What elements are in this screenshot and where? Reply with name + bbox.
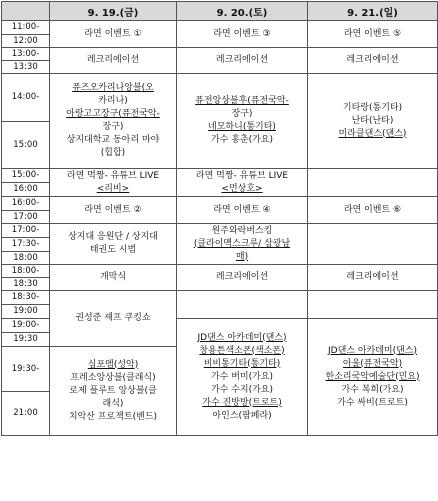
event-cell: 라면 이벤트 ①	[50, 21, 177, 48]
time-cell: 19:00-	[2, 319, 50, 333]
time-cell: 18:00-	[2, 265, 50, 278]
event-cell	[177, 169, 308, 197]
time-cell: 16:00-	[2, 197, 50, 211]
time-cell: 16:00	[2, 183, 50, 197]
event-cell: 라면 이벤트 ③	[177, 21, 308, 48]
event-line: <먼상호>	[221, 183, 263, 194]
time-cell: 21:00	[2, 392, 50, 436]
header-day-sat: 9. 20.(토)	[177, 2, 308, 21]
event-cell: 라면 이벤트 ⑥	[308, 197, 438, 224]
performer-line: 아울(퓨전국악)	[342, 358, 403, 369]
performer-line: 장구)	[231, 109, 253, 119]
empty-cell	[308, 169, 438, 197]
performer-line: 가수 진방방(트로트)	[202, 397, 282, 408]
performer-line: 상지대학교 동아리 마야	[66, 135, 160, 145]
time-cell: 19:30	[2, 333, 50, 347]
empty-cell	[177, 291, 308, 319]
performer-line: 프레소앙상블(클래식)	[70, 372, 156, 383]
performer-line: 치악산 프로젝트(밴드)	[68, 411, 158, 422]
performer-line: 아인스(팝페라)	[212, 410, 272, 421]
performer-line: 아랑고고장구(퓨전국악-	[66, 109, 160, 119]
event-line: (클라이맥스크루/ 삼광남	[193, 238, 291, 249]
event-line: 원주와락버스킹	[211, 225, 273, 236]
festival-schedule-table	[1, 1, 438, 436]
header-time	[2, 2, 50, 21]
event-cell: 레크리에이션	[308, 48, 438, 74]
performer-line: 가수 복희(가요)	[341, 384, 404, 395]
event-cell: 라면 이벤트 ②	[50, 197, 177, 224]
event-cell: 라면 이벤트 ⑤	[308, 21, 438, 48]
performer-line: 미라클댄스(댄스)	[338, 128, 407, 139]
time-cell: 17:30-	[2, 238, 50, 252]
time-cell: 17:00	[2, 211, 50, 224]
event-cell	[50, 169, 177, 197]
empty-cell	[308, 224, 438, 265]
time-cell: 13:30	[2, 61, 50, 74]
event-cell: 개막식	[50, 265, 177, 291]
performer-line: 로제 플루트 앙상블(클	[69, 385, 157, 396]
performance-list	[177, 319, 308, 436]
performer-line: 비비통기타(통기타)	[203, 358, 281, 369]
time-cell: 18:30-	[2, 291, 50, 305]
performer-line: 가수 싸비(트로트)	[337, 397, 408, 408]
performer-line: 심포엠(성악)	[87, 359, 139, 370]
performer-line: 퓨전앙상블후(퓨전국악-	[195, 96, 289, 106]
performer-line: JD댄스 아카데미(댄스)	[197, 332, 287, 343]
header-day-fri: 9. 19.(금)	[50, 2, 177, 21]
time-cell: 18:00	[2, 252, 50, 265]
event-cell: 레크리에이션	[177, 48, 308, 74]
time-cell: 13:00-	[2, 48, 50, 61]
time-cell: 14:00-	[2, 74, 50, 122]
time-cell: 11:00-	[2, 21, 50, 35]
event-cell: 레크리에이션	[308, 265, 438, 291]
time-cell: 15:00-	[2, 169, 50, 183]
time-cell: 19:30-	[2, 347, 50, 392]
performance-list	[308, 319, 438, 436]
event-line: 상지대 응원단 / 상지대	[68, 232, 158, 242]
time-cell: 19:00	[2, 305, 50, 319]
performer-line: 네모하니(통기타)	[208, 122, 276, 132]
event-cell: 권성준 셰프 쿠킹쇼	[50, 291, 177, 347]
performer-line: 가수 홍춘(가요)	[210, 135, 274, 145]
event-line: 라면 먹짱- 유튜브 LIVE	[195, 170, 289, 181]
performer-line: 가수 버미(가요)	[210, 371, 274, 382]
event-line: 태권도 시범	[89, 245, 137, 255]
performer-line: 난타(난타)	[351, 115, 394, 126]
performance-list	[50, 74, 177, 169]
event-cell	[177, 224, 308, 265]
performer-line: JD댄스 아카데미(댄스)	[327, 345, 418, 356]
performer-line: 장구)	[102, 122, 124, 132]
performer-line: 한소리국악예술단(민요)	[325, 371, 420, 382]
performer-line: 가수 수지(가요)	[210, 384, 274, 395]
event-line: <리비>	[96, 183, 130, 194]
performer-line: 창용튼색소폰(색소폰)	[199, 345, 285, 356]
performer-line: 카리나)	[98, 96, 128, 106]
performer-line: 퓨즈오카리나앙블(오	[72, 83, 154, 93]
event-line: 라면 먹짱- 유튜브 LIVE	[66, 170, 160, 181]
time-cell: 18:30	[2, 278, 50, 291]
time-cell: 12:00	[2, 35, 50, 48]
empty-cell	[308, 291, 438, 319]
event-cell: 레크리에이션	[177, 265, 308, 291]
event-line: 매)	[235, 251, 249, 262]
performance-list	[50, 347, 177, 436]
performer-line: 래식)	[102, 398, 124, 409]
time-cell: 17:00-	[2, 224, 50, 238]
event-cell: 레크리에이션	[50, 48, 177, 74]
performance-list	[177, 74, 308, 169]
performer-line: 기타랑(통기타)	[342, 102, 403, 113]
header-day-sun: 9. 21.(일)	[308, 2, 438, 21]
performer-line: (힙합)	[100, 148, 126, 158]
event-cell	[50, 224, 177, 265]
header-row	[2, 2, 438, 21]
performance-list	[308, 74, 438, 169]
event-cell: 라면 이벤트 ④	[177, 197, 308, 224]
time-cell: 15:00	[2, 122, 50, 169]
